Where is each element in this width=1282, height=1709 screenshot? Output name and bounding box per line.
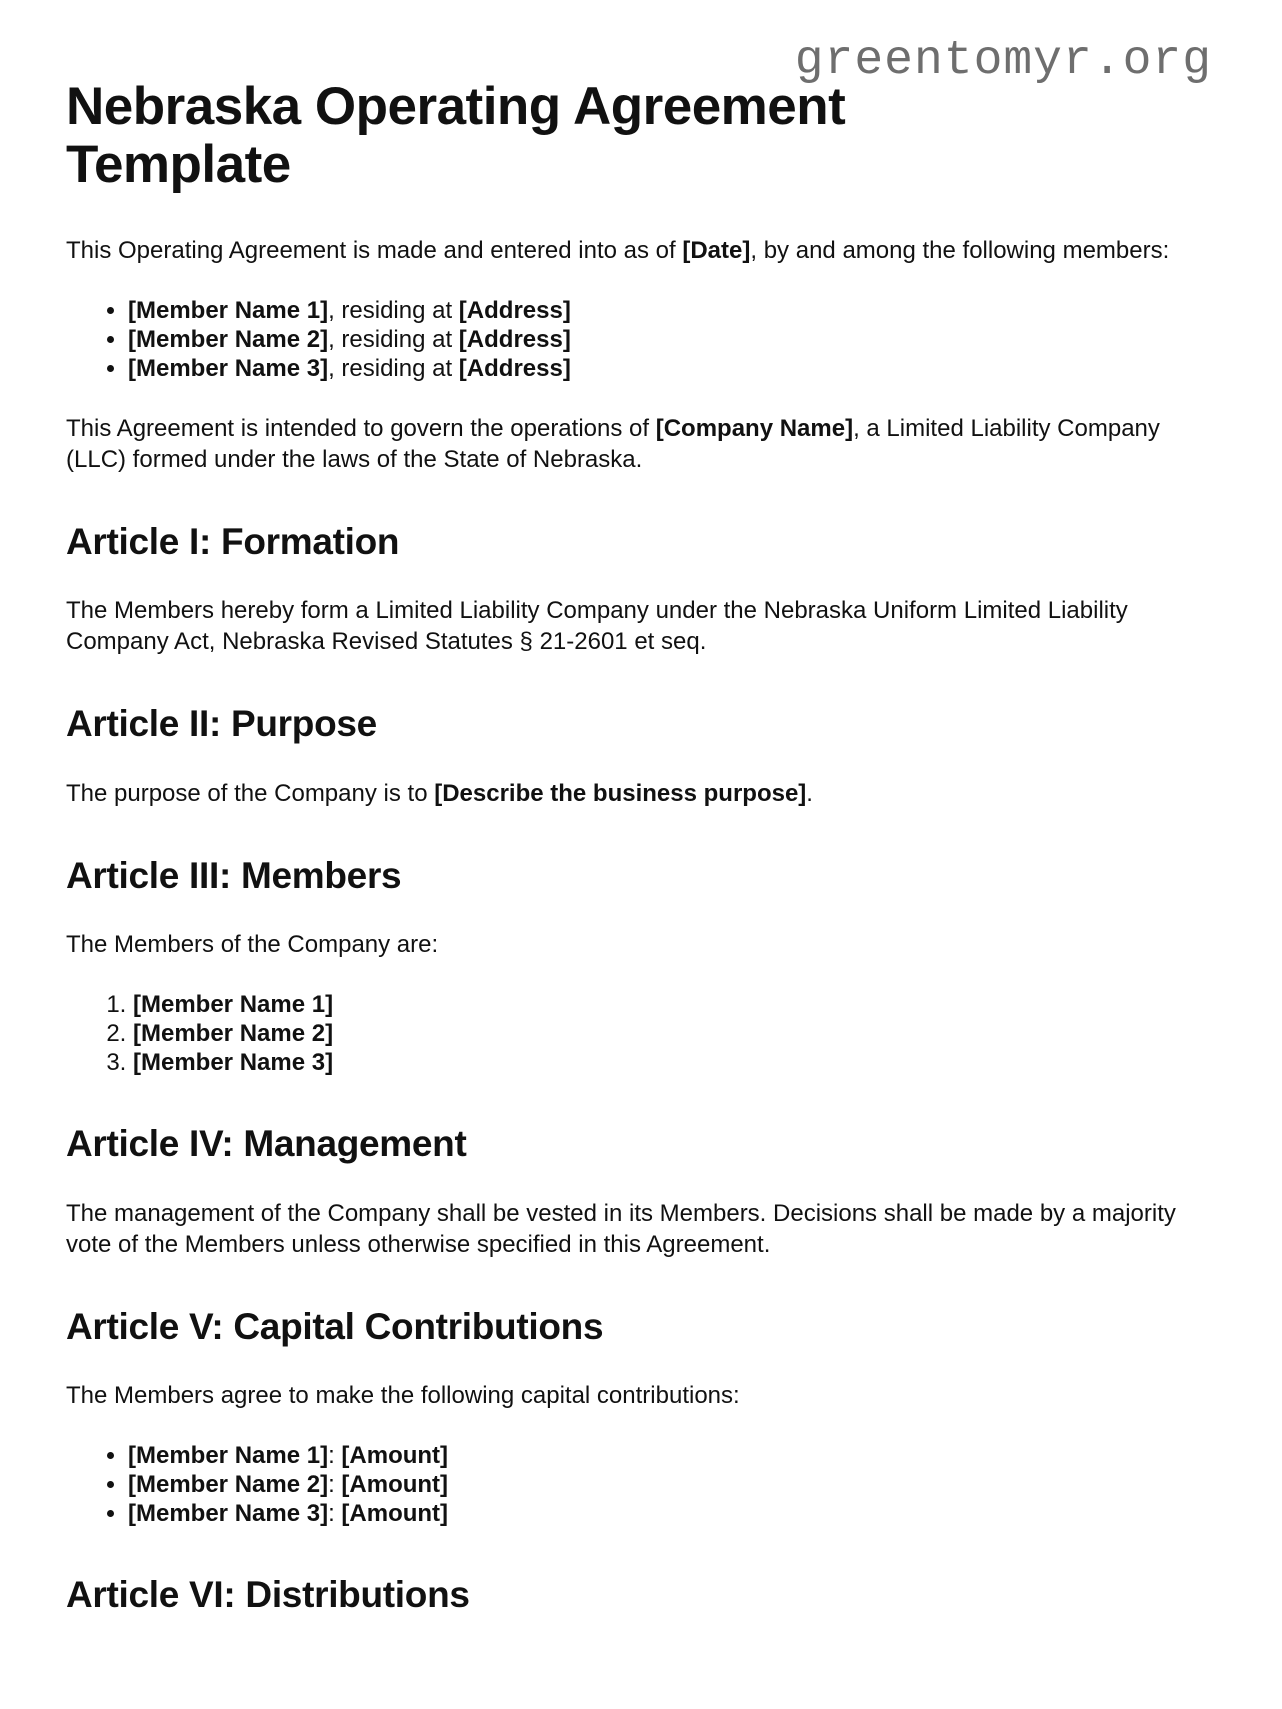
- company-name-placeholder: [Company Name]: [655, 414, 854, 442]
- member-name-placeholder: [Member Name 1]: [133, 991, 334, 1019]
- article-3-heading: Article III: Members: [66, 854, 402, 896]
- contributions-list: [66, 1441, 1196, 1528]
- list-item: [128, 1441, 1196, 1470]
- business-purpose-placeholder: [Describe the business purpose]: [434, 779, 807, 807]
- management-paragraph: The management of the Company shall be vested in its Members. Decisions shall be made by a majority vote of the Members unless otherwise specified in this Agreement.: [66, 1199, 1176, 1258]
- member-name-placeholder: [Member Name 3]: [133, 1049, 334, 1077]
- contribution-separator: :: [328, 1471, 342, 1499]
- intro-text-before-date: This Operating Agreement is made and entered into as of: [66, 236, 683, 264]
- formation-paragraph: The Members hereby form a Limited Liability Company under the Nebraska Uniform Limited Liability Company Act, Nebraska Revised Statutes § 21-2601 et seq.: [66, 597, 1128, 656]
- amount-placeholder: [Amount]: [341, 1442, 449, 1470]
- list-item: [128, 354, 1196, 383]
- purpose-text-before-placeholder: The purpose of the Company is to: [66, 779, 435, 807]
- member-name-placeholder: [Member Name 2]: [128, 1471, 329, 1499]
- capital-paragraph: The Members agree to make the following capital contributions:: [66, 1382, 740, 1410]
- address-placeholder: [Address]: [458, 354, 571, 382]
- members-numbered-list: [66, 990, 1196, 1077]
- intro-paragraph: [66, 235, 1196, 266]
- article-1-heading: Article I: Formation: [66, 520, 400, 562]
- article-4-heading: Article IV: Management: [66, 1123, 467, 1165]
- article-2-heading: Article II: Purpose: [66, 703, 377, 745]
- list-item: [128, 1499, 1196, 1528]
- list-item: [133, 1019, 1196, 1048]
- list-item: [133, 990, 1196, 1019]
- list-item: [128, 1470, 1196, 1499]
- document-content: [66, 78, 1196, 1617]
- date-placeholder: [Date]: [682, 236, 751, 264]
- member-name-placeholder: [Member Name 1]: [128, 296, 329, 324]
- governing-text-before-company: This Agreement is intended to govern the operations of: [66, 414, 656, 442]
- residing-at-text: , residing at: [328, 354, 459, 382]
- residing-at-text: , residing at: [328, 296, 459, 324]
- member-name-placeholder: [Member Name 2]: [133, 1020, 334, 1048]
- governing-paragraph: [66, 413, 1196, 475]
- purpose-paragraph: [66, 778, 1196, 809]
- address-placeholder: [Address]: [458, 296, 571, 324]
- list-item: [133, 1048, 1196, 1077]
- article-5-heading: Article V: Capital Contributions: [66, 1305, 604, 1347]
- address-placeholder: [Address]: [458, 325, 571, 353]
- site-watermark: greentomyr.org: [794, 34, 1212, 88]
- member-name-placeholder: [Member Name 3]: [128, 1500, 329, 1528]
- amount-placeholder: [Amount]: [341, 1500, 449, 1528]
- contribution-separator: :: [328, 1500, 342, 1528]
- purpose-text-after-placeholder: .: [806, 779, 813, 807]
- member-residence-list: [66, 296, 1196, 383]
- list-item: [128, 325, 1196, 354]
- intro-text-after-date: , by and among the following members:: [750, 236, 1170, 264]
- page-title: Nebraska Operating Agreement Template: [66, 77, 846, 195]
- list-item: [128, 296, 1196, 325]
- residing-at-text: , residing at: [328, 325, 459, 353]
- governing-text-after-company: , a Limited Liability Company (LLC) formed under the laws of the State of Nebraska.: [66, 414, 1160, 473]
- article-6-heading: Article VI: Distributions: [66, 1574, 470, 1616]
- members-paragraph: The Members of the Company are:: [66, 931, 439, 959]
- contribution-separator: :: [328, 1442, 342, 1470]
- amount-placeholder: [Amount]: [341, 1471, 449, 1499]
- member-name-placeholder: [Member Name 1]: [128, 1442, 329, 1470]
- member-name-placeholder: [Member Name 3]: [128, 354, 329, 382]
- member-name-placeholder: [Member Name 2]: [128, 325, 329, 353]
